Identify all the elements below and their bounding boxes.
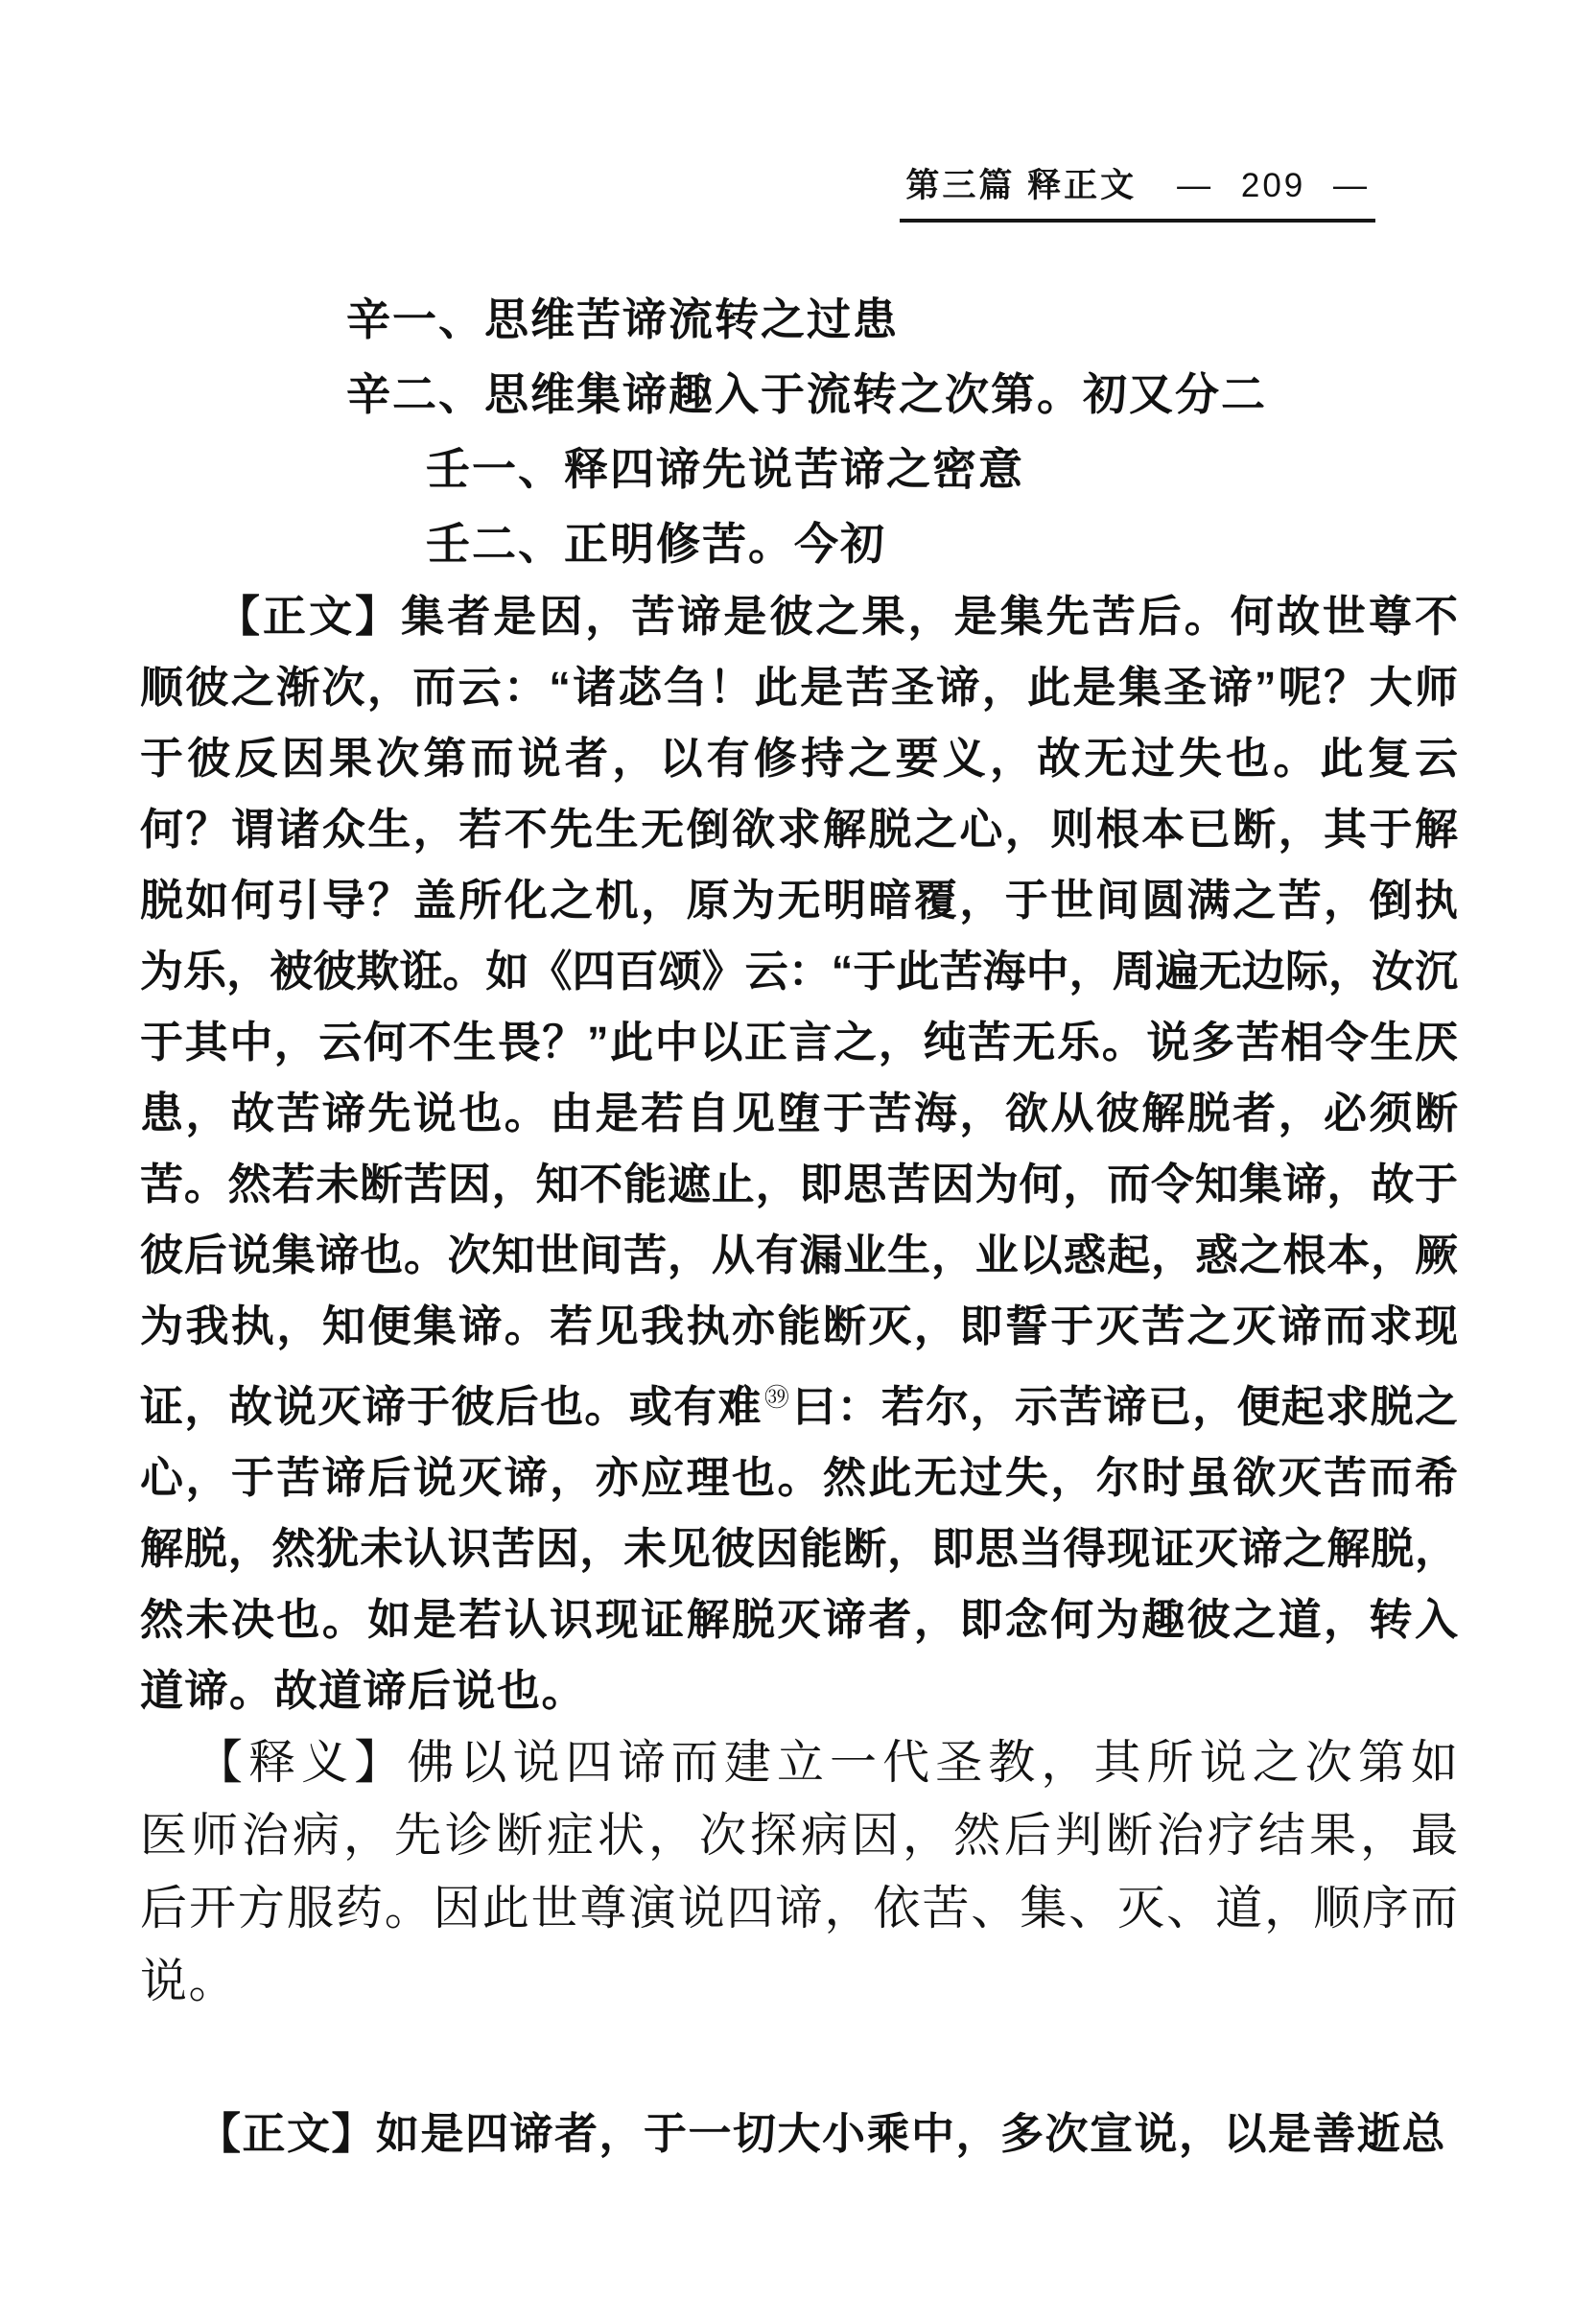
text-line: 患，故苦谛先说也。由是若自见堕于苦海，欲从彼解脱者，必须断 [140,1089,1458,1137]
text-line: 顺彼之渐次，而云：“诸苾刍！此是苦圣谛，此是集圣谛”呢？大师 [140,663,1458,712]
paragraph-shiyi [140,1726,1458,2018]
text-line: 为乐，被彼欺诳。如《四百颂》云：“于此苦海中，周遍无边际，汝沉 [140,947,1458,996]
text-line: 彼后说集谛也。次知世间苦，从有漏业生，业以惑起，惑之根本，厥 [140,1231,1458,1279]
running-header [900,159,1375,223]
outline-heading-xin2: 辛二、思维集谛趣入于流转之次第。初又分二 [346,369,1267,419]
paragraph-zhengwen-2 [140,2099,1458,2169]
footnote-marker: ㊴ [763,1383,791,1412]
text-line: 【正文】如是四谛者，于一切大小乘中，多次宣说，以是善逝总 [198,2109,1447,2158]
outline-heading-ren2: 壬二、正明修苦。今初 [426,519,886,569]
text-line: 为我执，知便集谛。若见我执亦能断灭，即誓于灭苦之灭谛而求现 [140,1301,1458,1350]
text-line: 苦。然若未断苦因，知不能遮止，即思苦因为何，而令知集谛，故于 [140,1160,1458,1208]
text-line: 然未决也。如是若认识现证解脱灭谛者，即念何为趣彼之道，转入 [140,1595,1458,1644]
text-line: 脱如何引导？盖所化之机，原为无明暗覆，于世间圆满之苦，倒执 [140,876,1458,925]
running-header-rule [900,159,1375,223]
text-line: 心，于苦谛后说灭谛，亦应理也。然此无过失，尔时虽欲灭苦而希 [140,1453,1458,1502]
paragraph-zhengwen-1 [140,581,1458,1726]
text-line: 医师治病，先诊断症状，次探病因，然后判断治疗结果，最 [140,1809,1458,1862]
text-line: 【正文】集者是因，苦谛是彼之果，是集先苦后。何故世尊不 [217,592,1458,641]
text-segment: 证，故说灭谛于彼后也。或有难 [140,1382,763,1431]
text-line: 于彼反因果次第而说者，以有修持之要义，故无过失也。此复云 [140,734,1458,783]
text-line: 于其中，云何不生畏？”此中以正言之，纯苦无乐。说多苦相令生厌 [140,1018,1458,1067]
outline-heading-ren1: 壬一、释四谛先说苦谛之密意 [426,444,1024,494]
text-segment: 曰：若尔，示苦谛已，便起求脱之 [792,1382,1458,1431]
text-line: 何？谓诸众生，若不先生无倒欲求解脱之心，则根本已断，其于解 [140,805,1458,854]
text-line: 道谛。故道谛后说也。 [140,1666,587,1715]
text-line: 【释义】佛以说四谛而建立一代圣教，其所说之次第如 [196,1736,1458,1789]
text-line: 说。 [140,1955,238,2007]
text-line-with-footnote [140,1362,1458,1442]
outline-heading-xin1: 辛一、思维苦谛流转之过患 [346,294,899,344]
text-line: 解脱，然犹未认识苦因，未见彼因能断，即思当得现证灭谛之解脱， [140,1524,1458,1573]
section-title: 第三篇 释正文 [905,167,1138,204]
page-number: — 209 — [1177,167,1370,204]
outline-headings [140,0,1458,581]
text-line: 后开方服药。因此世尊演说四谛，依苦、集、灭、道，顺序而 [140,1882,1458,1935]
